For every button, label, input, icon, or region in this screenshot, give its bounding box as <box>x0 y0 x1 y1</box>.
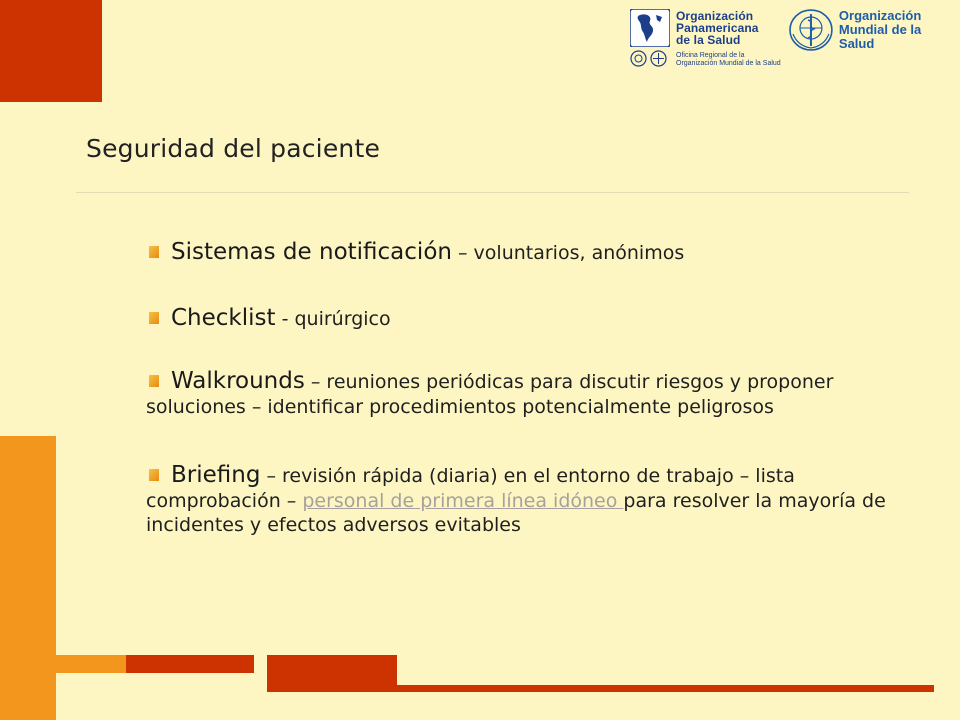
bullet-square-icon <box>149 469 159 481</box>
item-term: Checklist <box>171 304 276 331</box>
item-term: Briefing <box>171 461 261 488</box>
bullet-square-icon <box>149 312 159 324</box>
paho-wordmark <box>676 8 781 67</box>
list-item <box>146 461 916 538</box>
who-small-seal-icon <box>650 50 667 67</box>
paho-name-line-2: Panamericana <box>676 21 759 35</box>
item-text: – voluntarios, anónimos <box>451 242 685 264</box>
paho-seal-icon <box>630 50 647 67</box>
item-text: – reuniones periódicas para discutir riesgos y proponer soluciones – identificar procedimientos potencialmente peligrosos <box>146 370 834 418</box>
paho-subtitle <box>676 52 781 67</box>
decorative-bar-bottom-red <box>126 655 254 673</box>
item-text: - quirúrgico <box>275 307 391 330</box>
slide-title: Seguridad del paciente <box>86 134 381 163</box>
item-text: para resolver la mayoría de incidentes y efectos adversos evitables <box>146 489 886 536</box>
list-item <box>146 238 916 267</box>
title-divider <box>76 192 909 193</box>
bullet-square-icon <box>149 246 159 258</box>
decorative-bar-bottom-orange <box>56 655 126 673</box>
paho-subtitle-line-2: Organización Mundial de la Salud <box>676 59 781 67</box>
who-emblem-icon <box>788 8 834 52</box>
bullet-square-icon <box>149 375 159 387</box>
item-term: Walkrounds <box>171 367 305 394</box>
who-wordmark <box>839 9 960 52</box>
hyperlink-personal-primera-linea[interactable]: personal de primera línea idóneo <box>302 489 624 512</box>
item-term: Sistemas de notificación <box>171 239 452 265</box>
paho-name-line-1: Organización <box>676 9 754 23</box>
paho-emblems <box>630 9 670 67</box>
who-logo <box>788 8 960 52</box>
decorative-block-top-left <box>0 0 102 102</box>
item-text: – revisión rápida (diaria) en el entorno de trabajo – lista comprobación – <box>146 464 795 512</box>
who-name-line-1: Organización <box>838 7 922 23</box>
paho-subtitle-line-1: Oficina Regional de la <box>676 52 745 59</box>
decorative-block-bottom-red <box>267 655 397 692</box>
paho-americas-icon <box>630 9 670 47</box>
list-item <box>146 304 916 333</box>
decorative-block-left <box>0 436 56 720</box>
paho-name-line-3: de la Salud <box>676 33 741 47</box>
paho-logo <box>630 8 781 67</box>
decorative-line-bottom <box>397 685 934 692</box>
who-name-line-2: Mundial de la Salud <box>838 21 922 52</box>
list-item <box>146 367 916 420</box>
bullet-list <box>146 238 916 538</box>
